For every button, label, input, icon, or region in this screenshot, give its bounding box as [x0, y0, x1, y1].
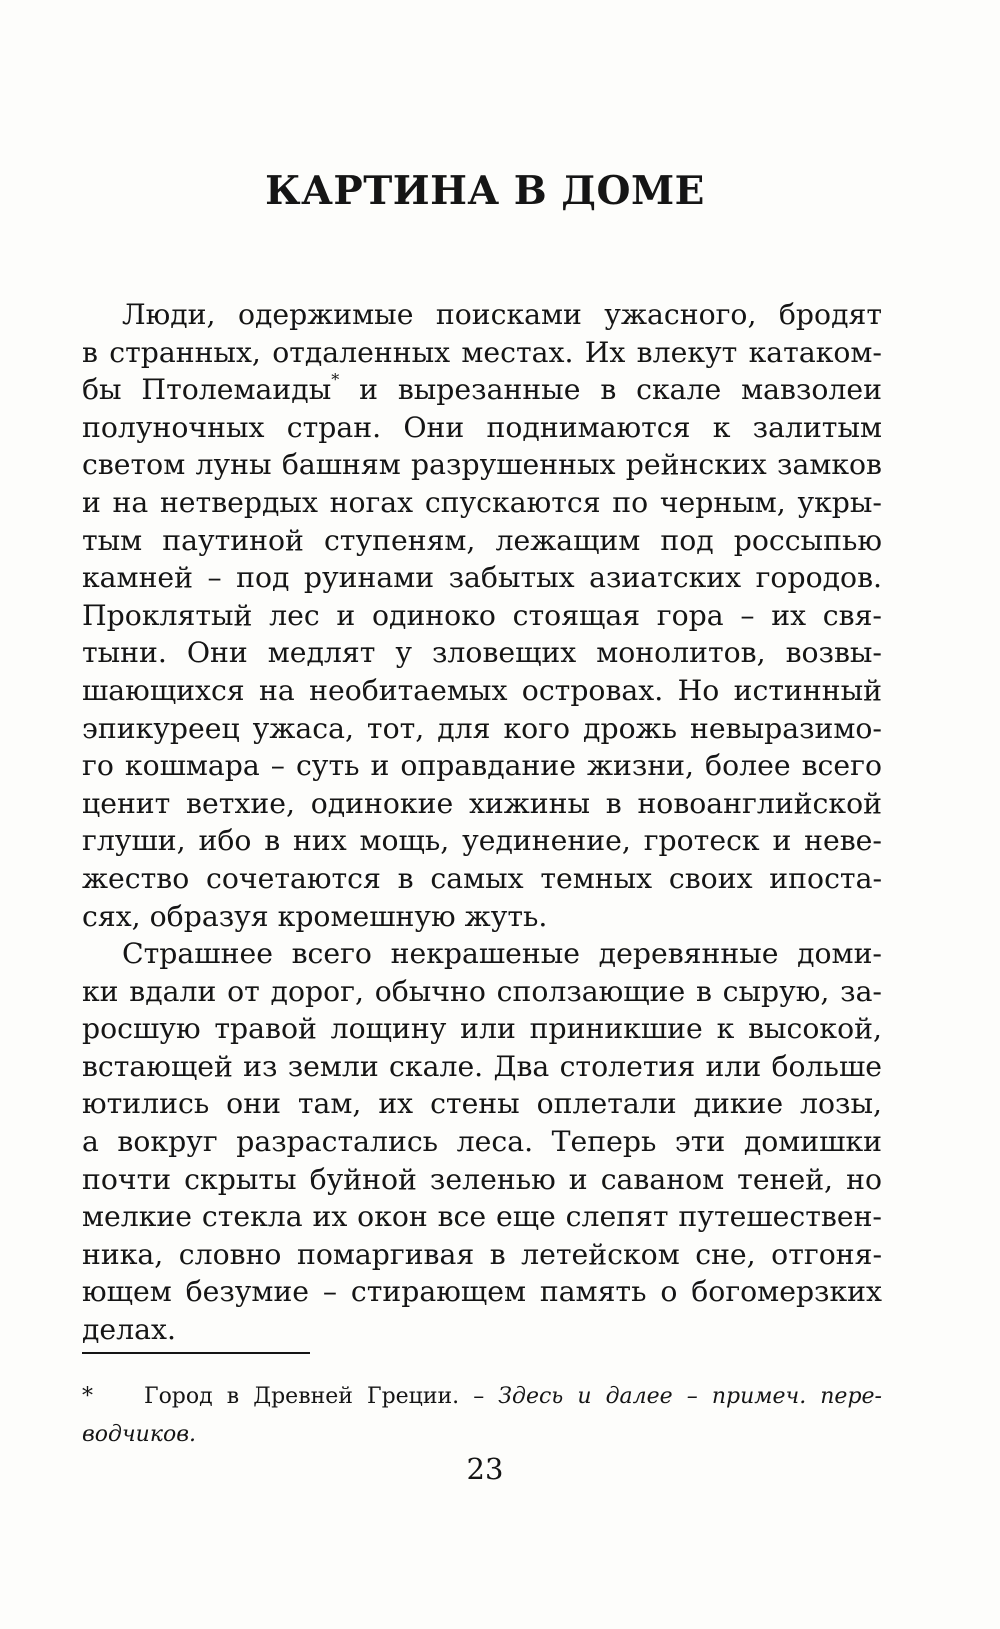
text-line: встающей из земли скале. Два столетия или больше [82, 1049, 882, 1083]
text-line: и на нетвердых ногах спускаются по черным, укры- [82, 485, 882, 519]
footnote-line: водчиков. [82, 1422, 197, 1447]
text-line: жество сочетаются в самых темных своих ипоста- [82, 861, 882, 895]
text-line: ника, словно помаргивая в летейском сне, отгоня- [82, 1237, 882, 1271]
text-line: шающихся на необитаемых островах. Но истинный [82, 673, 882, 707]
text-line: Люди, одержимые поисками ужасного, бродят [122, 298, 882, 331]
footnote-translator-note: Здесь и далее – примеч. пере- [498, 1384, 882, 1409]
footnote-divider [82, 1352, 310, 1354]
chapter-title: КАРТИНА В ДОМЕ [265, 168, 705, 214]
text-line: почти скрыты буйной зеленью и саваном теней, но [82, 1162, 882, 1196]
text-line: тыни. Они медлят у зловещих монолитов, возвы- [82, 636, 882, 670]
footnote [82, 1378, 882, 1454]
text-line: полуночных стран. Они поднимаются к залитым [82, 410, 882, 444]
text-line: ценит ветхие, одинокие хижины в новоанглийской [82, 786, 882, 820]
text-line: ющем безумие – стирающем память о богомерзких [82, 1275, 882, 1309]
text-line: го кошмара – суть и оправдание жизни, более всего [82, 749, 882, 783]
text-line: глуши, ибо в них мощь, уединение, гротеск и неве- [82, 824, 882, 858]
footnote-marker: * [82, 1384, 93, 1409]
text-line: в странных, отдаленных местах. Их влекут катаком- [82, 335, 882, 369]
text-line: Проклятый лес и одиноко стоящая гора – их свя- [82, 598, 882, 632]
text-line: росшую травой лощину или приникшие к высокой, [82, 1012, 882, 1046]
text-line: Страшнее всего некрашеные деревянные доми- [122, 937, 882, 971]
body-text [82, 296, 882, 1349]
text-line: камней – под руинами забытых азиатских городов. [82, 561, 882, 595]
text-line [82, 371, 882, 409]
text-line: а вокруг разрастались леса. Теперь эти домишки [82, 1125, 882, 1159]
text-line-part: и вырезанные в скале мавзолеи [359, 373, 883, 407]
text-line: тым паутиной ступеням, лежащим под россыпью [82, 523, 882, 557]
page-number: 23 [466, 1452, 504, 1486]
footnote-line [82, 1378, 882, 1416]
text-line: сях, образуя кромешную жуть. [82, 899, 548, 933]
text-line-part: бы Птолемаиды [82, 373, 332, 407]
text-line: ки вдали от дорог, обычно сползающие в сырую, за- [82, 974, 882, 1008]
footnote-reference: * [331, 370, 340, 390]
text-line: мелкие стекла их окон все еще слепят путешествен- [82, 1200, 882, 1234]
text-line: светом луны башням разрушенных рейнских замков [82, 448, 882, 482]
text-line: эпикуреец ужаса, тот, для кого дрожь невыразимо- [82, 711, 882, 745]
text-line: делах. [82, 1313, 176, 1347]
text-line: ютились они там, их стены оплетали дикие лозы, [82, 1087, 882, 1121]
footnote-text: Город в Древней Греции. – [144, 1384, 485, 1409]
